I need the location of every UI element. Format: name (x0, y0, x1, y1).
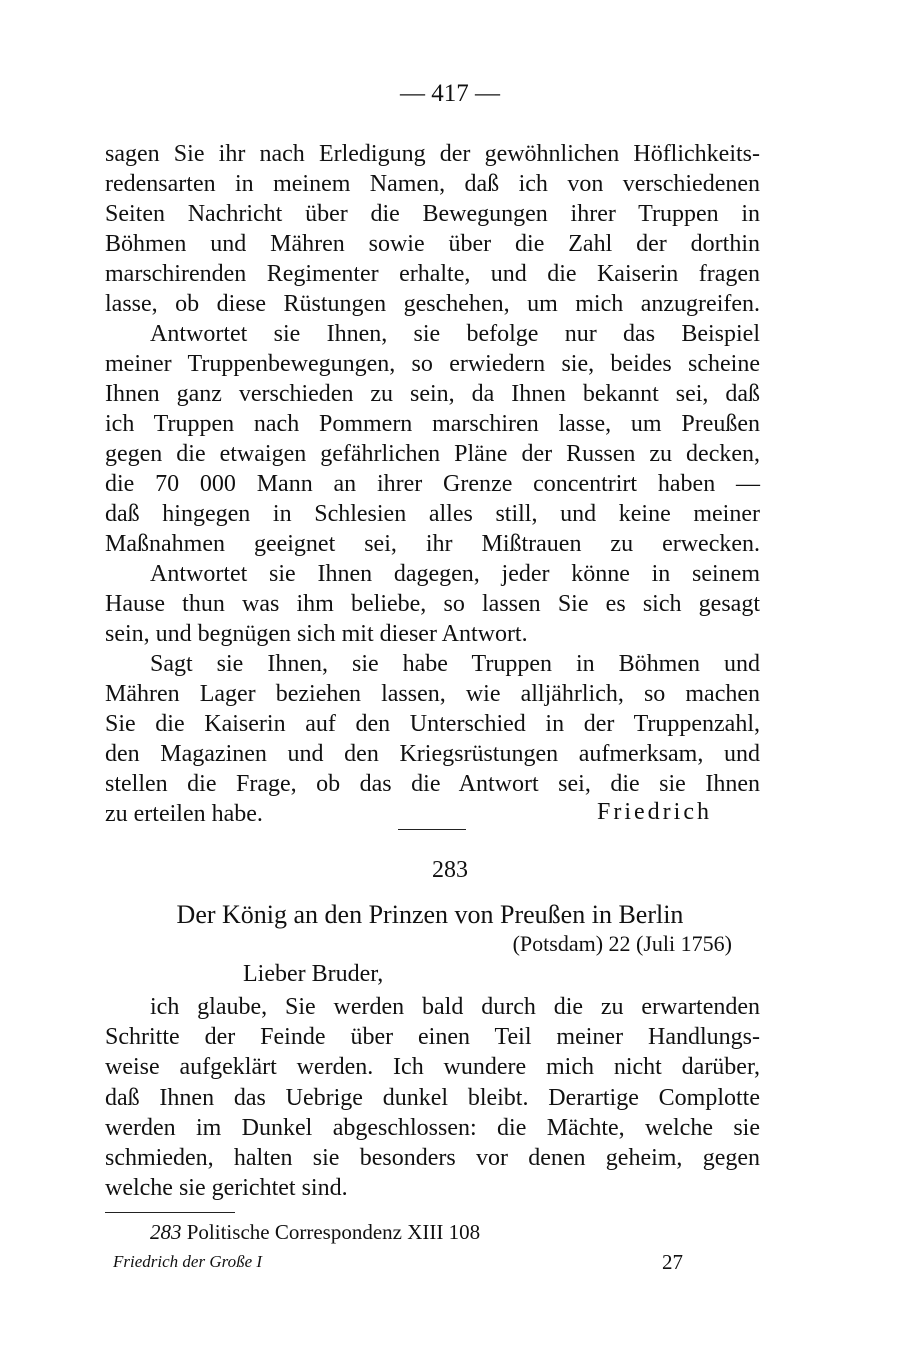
text-line: Böhmen und Mähren sowie über die Zahl der dorthin (105, 231, 760, 257)
text-line: werden im Dunkel abgeschlossen: die Mächte, welche sie (105, 1114, 760, 1141)
document-title: Der König an den Prinzen von Preußen in Berlin (176, 900, 684, 929)
text-line: Hause thun was ihm beliebe, so lassen Sie es sich gesagt (105, 591, 760, 617)
text-line: sein, und begnügen sich mit dieser Antwort. (105, 621, 528, 647)
text-line: gegen die etwaigen gefährlichen Pläne der Russen zu decken, (105, 441, 760, 467)
text-line: marschirenden Regimenter erhalte, und die Kaiserin fragen (105, 261, 760, 287)
text-line: Sagt sie Ihnen, sie habe Truppen in Böhmen und (150, 651, 760, 677)
footnote-number: 283 (150, 1220, 182, 1244)
text-line: Seiten Nachricht über die Bewegungen ihrer Truppen in (105, 201, 760, 227)
text-line: den Magazinen und den Kriegsrüstungen aufmerksam, und (105, 741, 760, 767)
folio-number: 27 (662, 1250, 683, 1274)
text-line: welche sie gerichtet sind. (105, 1175, 348, 1202)
document-number: 283 (432, 857, 468, 883)
section-divider (398, 829, 466, 830)
footnote-text: Politische Correspondenz XIII 108 (186, 1220, 481, 1244)
text-line: stellen die Frage, ob das die Antwort sei, die sie Ihnen (105, 771, 760, 797)
text-line: meiner Truppenbewegungen, so erwiedern sie, beides scheine (105, 351, 760, 377)
salutation: Lieber Bruder, (243, 961, 384, 987)
text-line: weise aufgeklärt werden. Ich wundere mich nicht darüber, (105, 1054, 760, 1081)
text-line: Mähren Lager beziehen lassen, wie alljährlich, so machen (105, 681, 760, 707)
text-line: Antwortet sie Ihnen, sie befolge nur das Beispiel (150, 321, 760, 347)
text-line: ich glaube, Sie werden bald durch die zu erwartenden (150, 994, 760, 1020)
text-line: Ihnen ganz verschieden zu sein, da Ihnen bekannt sei, daß (105, 381, 760, 407)
signature-mark: Friedrich der Große I (113, 1252, 263, 1271)
text-line: Antwortet sie Ihnen dagegen, jeder könne in seinem (150, 561, 760, 587)
text-line: schmieden, halten sie besonders vor denen geheim, gegen (105, 1145, 760, 1171)
text-line: daß hingegen in Schlesien alles still, und keine meiner (105, 501, 760, 527)
text-line: ich Truppen nach Pommern marschiren lasse, um Preußen (105, 411, 760, 437)
text-line: Maßnahmen geeignet sei, ihr Mißtrauen zu erwecken. (105, 531, 760, 557)
text-line: lasse, ob diese Rüstungen geschehen, um mich anzugreifen. (105, 291, 760, 317)
text-line: zu erteilen habe. (105, 801, 263, 827)
text-line: Schritte der Feinde über einen Teil meiner Handlungs- (105, 1024, 760, 1051)
footnote (150, 1220, 480, 1245)
document-date: (Potsdam) 22 (Juli 1756) (512, 931, 732, 956)
text-line: Sie die Kaiserin auf den Unterschied in der Truppenzahl, (105, 711, 760, 737)
text-line: daß Ihnen das Uebrige dunkel bleibt. Derartige Complotte (105, 1084, 760, 1111)
footnote-rule (105, 1212, 235, 1213)
letter-signature: Friedrich (597, 799, 712, 825)
text-line: redensarten in meinem Namen, daß ich von verschiedenen (105, 171, 760, 197)
text-line: sagen Sie ihr nach Erledigung der gewöhnlichen Höflichkeits- (105, 141, 760, 167)
page-number: — 417 — (400, 80, 500, 107)
text-line: die 70 000 Mann an ihrer Grenze concentrirt haben — (105, 471, 760, 497)
